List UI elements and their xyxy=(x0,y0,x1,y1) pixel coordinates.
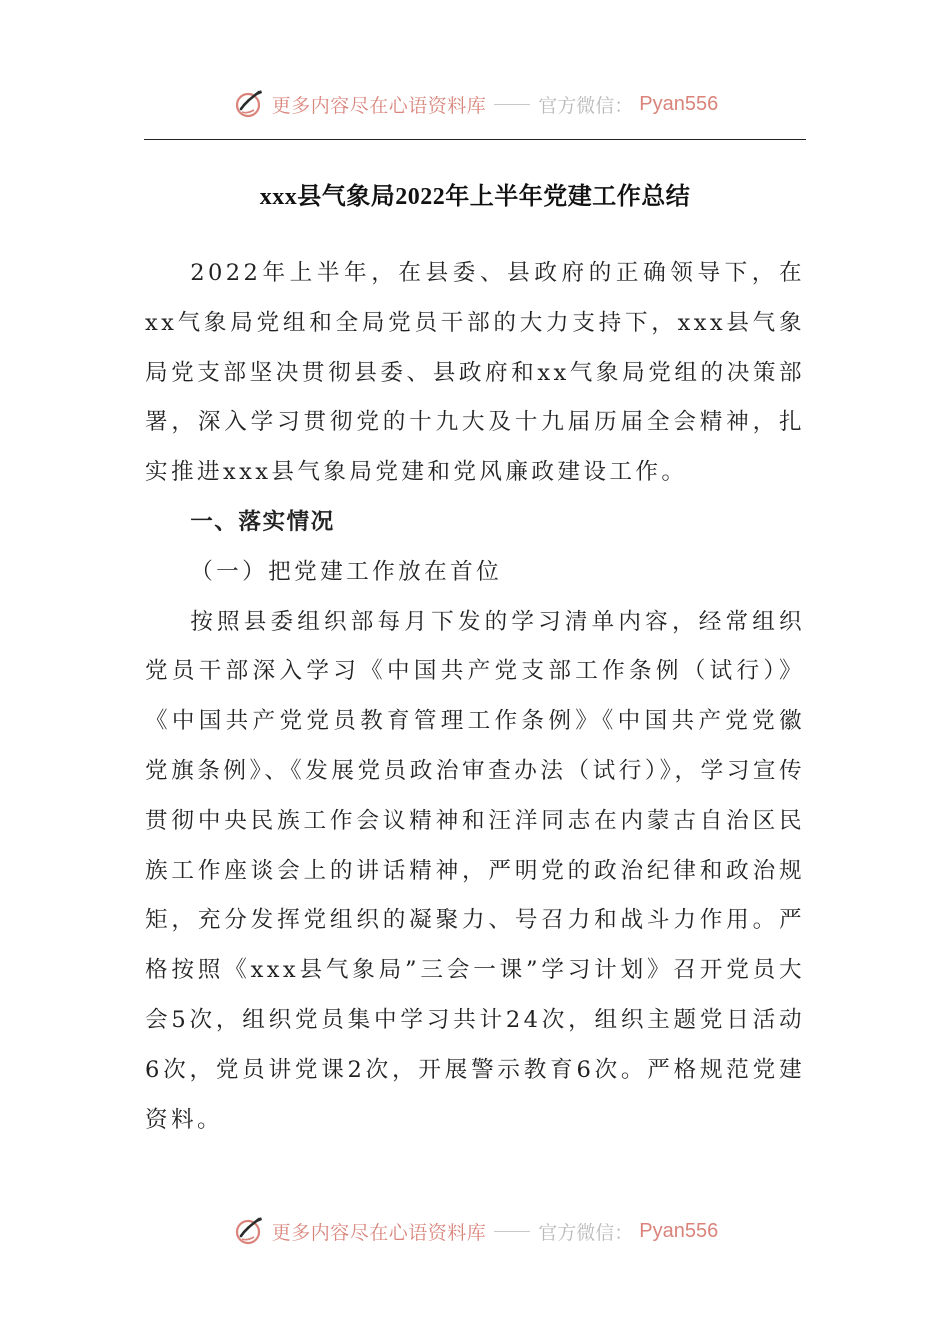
calligraphy-brush-logo-icon xyxy=(232,1214,266,1248)
header-watermark xyxy=(0,84,950,124)
watermark-text: 更多内容尽在心语资料库 xyxy=(271,1221,487,1244)
footer-watermark xyxy=(0,1211,950,1251)
section-heading-1: 一、落实情况 xyxy=(190,508,335,535)
subsection-heading-1: （一）把党建工作放在首位 xyxy=(190,558,503,585)
watermark-wechat-id: Pyan556 xyxy=(639,92,719,115)
watermark-dash xyxy=(494,1231,530,1232)
document-body xyxy=(145,249,805,1145)
watermark-wechat-id: Pyan556 xyxy=(639,1219,719,1242)
watermark-dash xyxy=(494,104,530,105)
intro-paragraph: 2022年上半年，在县委、县政府的正确领导下，在xx气象局党组和全局党员干部的大力支持下，xxx县气象局党支部坚决贯彻县委、县政府和xx气象局党组的决策部署，深入学习贯彻党的十九大及十九届历届全会精神，扎实推进xxx县气象局党建和党风廉政建设工作。 xyxy=(145,260,805,486)
subsection-paragraph-1: 按照县委组织部每月下发的学习清单内容，经常组织党员干部深入学习《中国共产党支部工作条例（试行）》《中国共产党党员教育管理工作条例》《中国共产党党徽党旗条例》、《发展党员政治审查办法（试行）》，学习宣传贯彻中央民族工作会议精神和汪洋同志在内蒙古自治区民族工作座谈会上的讲话精神，严明党的政治纪律和政治规矩，充分发挥党组织的凝聚力、号召力和战斗力作用。严格按照《xxx县气象局”三会一课”学习计划》召开党员大会5次，组织党员集中学习共计24次，组织主题党日活动6次，党员讲党课2次，开展警示教育6次。严格规范党建资料。 xyxy=(145,608,805,1133)
header-divider xyxy=(144,139,806,140)
watermark-text: 更多内容尽在心语资料库 xyxy=(271,94,487,117)
document-title: xxx县气象局2022年上半年党建工作总结 xyxy=(259,184,691,210)
watermark-wechat-label: 官方微信： xyxy=(538,1221,634,1244)
calligraphy-brush-logo-icon xyxy=(232,87,266,121)
watermark-wechat-label: 官方微信： xyxy=(538,94,634,117)
